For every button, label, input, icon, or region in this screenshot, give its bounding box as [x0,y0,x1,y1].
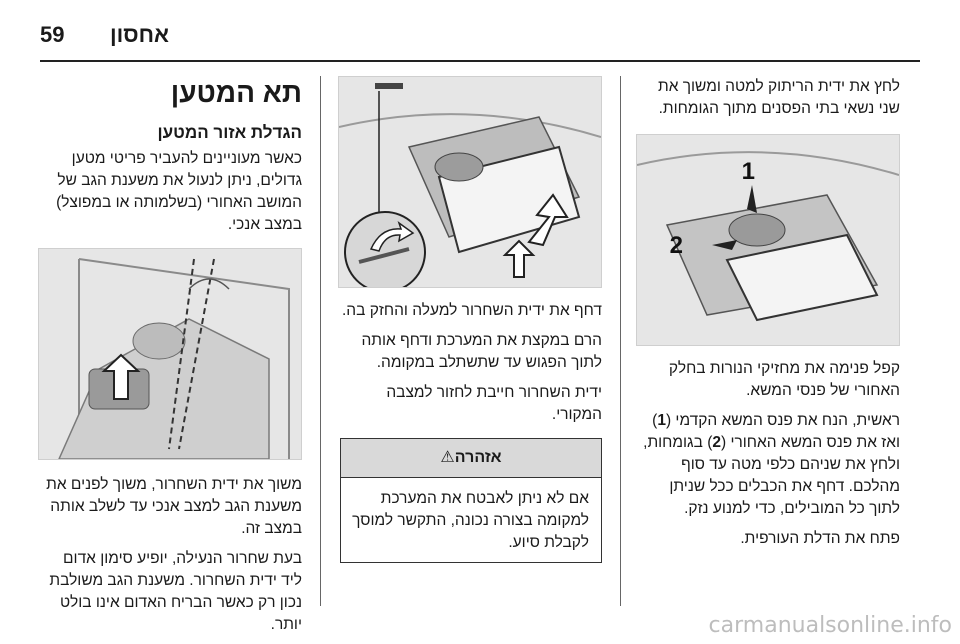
paragraph: ידית השחרור חייבת לחזור למצבה המקורי. [386,384,602,423]
rear-seat-figure [38,248,302,460]
text-run: ) ואז את פנס המשא האחורי ( [652,412,900,451]
paragraph: משוך את ידית השחרור, משוך לפנים את משענת הגב למצב אנכי עד לשלב אותה במצב זה. [46,476,302,537]
lamp-holder-figure [636,134,900,346]
number-ref: 2 [712,434,721,451]
warning-box [340,438,602,563]
callout-2: 2 [669,232,683,259]
section-title: אחסון [110,22,170,47]
column-divider-right [620,76,621,606]
paragraph: לחץ את ידית הריתוק למטה ומשוך את שני נשאי בתי הפסנים מתוך הגומחות. [657,78,900,117]
towbar-figure [338,76,602,288]
paragraph: כאשר מעוניינים להעביר פריטי מטען גדולים, ניתן לנעול את משענת הגב של המושב האחורי (בשלמותה או במפוצל) במצב אנכי. [56,150,302,233]
paragraph: קפל פנימה את מחזיקי הנורות בחלק האחורי של פנסי המשא. [668,360,900,399]
text-run: ) בגומחות, ולחץ את שניהם כלפי מטה עד סוף מהלכם. דחף את הכבלים ככל שניתן לתוך כל המובילים, כדי למנוע נזק. [643,434,900,517]
column-cargo-area [40,76,302,644]
towbar-illustration [339,77,601,287]
paragraph: הרם במקצת את המערכת ודחף אותה לתוך הפגוש עד שתשתלב במקומה. [361,332,602,371]
page-number: 59 [40,22,65,47]
warning-text: אם לא ניתן לאבטח את המערכת למקומה בצורה נכונה, התקשר למוסך לקבלת סיוע. [352,490,589,551]
rear-seat-illustration [39,249,301,459]
section-subtitle: הגדלת אזור המטען [157,123,302,142]
warning-triangle-icon: ⚠ [440,449,455,466]
callout-1: 1 [741,158,755,185]
warning-header [341,439,601,478]
warning-title: אזהרה [454,449,502,466]
column-towbar-stow [340,76,602,563]
text-run: ראשית, הנח את פנס המשא הקדמי ( [665,412,900,429]
column-divider-left [320,76,321,606]
column-number-plate-lamps [638,76,900,558]
page-header [0,14,960,54]
number-ref: 1 [657,412,666,429]
watermark: carmanualsonline.info [708,613,952,638]
paragraph: בעת שחרור הנעילה, יופיע סימון אדום ליד ידית השחרור. משענת הגב משולבת נכון רק כאשר הבריח האדום אינו בולט יותר. [49,550,302,633]
page-title: תא המטען [170,77,302,108]
header-rule [40,60,920,62]
paragraph: דחף את ידית השחרור למעלה והחזק בה. [342,302,602,319]
lamp-holder-illustration [637,135,899,345]
paragraph [638,410,900,520]
paragraph: פתח את הדלת העורפית. [740,530,900,547]
